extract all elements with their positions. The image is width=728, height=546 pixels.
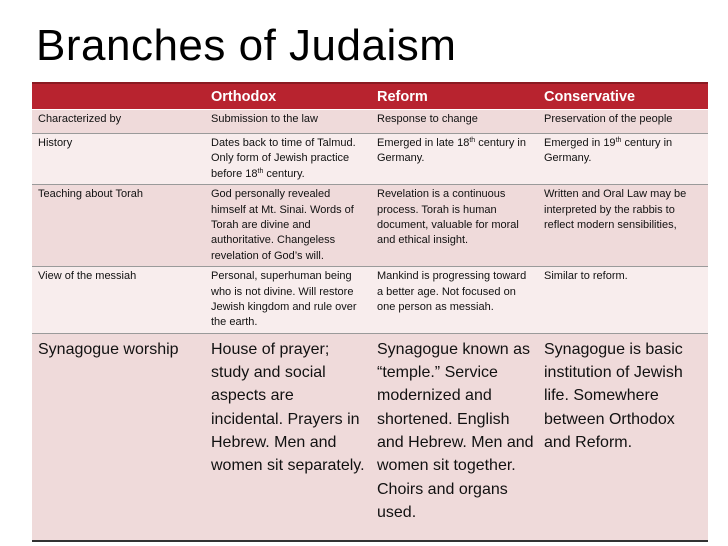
- cell-orthodox: Dates back to time of Talmud. Only form of Jewish practice before 18th century.: [205, 134, 371, 185]
- cell-orthodox: Personal, superhuman being who is not divine. Will restore Jewish kingdom and rule over the earth.: [205, 267, 371, 334]
- row-label: View of the messiah: [32, 267, 205, 334]
- row-label: Synagogue worship: [32, 333, 205, 541]
- cell-reform: Mankind is progressing toward a better age. Not focused on one person as messiah.: [371, 267, 538, 334]
- cell-conservative: Emerged in 19th century in Germany.: [538, 134, 708, 185]
- header-empty: [32, 83, 205, 110]
- cell-conservative: Similar to reform.: [538, 267, 708, 334]
- row-label: History: [32, 134, 205, 185]
- cell-conservative: Synagogue is basic institution of Jewish life. Somewhere between Orthodox and Reform.: [538, 333, 708, 541]
- cell-reform: Emerged in late 18th century in Germany.: [371, 134, 538, 185]
- table-row-history: [32, 134, 708, 185]
- branches-table: [32, 82, 708, 542]
- ordinal-suffix: th: [615, 137, 622, 144]
- cell-orthodox: God personally revealed himself at Mt. Sinai. Words of Torah are divine and authoritative. Changeless revelation of God’s will.: [205, 185, 371, 267]
- header-conservative: Conservative: [538, 83, 708, 110]
- header-orthodox: Orthodox: [205, 83, 371, 110]
- row-label: Teaching about Torah: [32, 185, 205, 267]
- row-label: Characterized by: [32, 110, 205, 134]
- slide-title: Branches of Judaism: [36, 21, 457, 70]
- table-row-characterized-by: [32, 110, 708, 134]
- cell-conservative: Written and Oral Law may be interpreted by the rabbis to reflect modern sensibilities,: [538, 185, 708, 267]
- cell-reform: Revelation is a continuous process. Torah is human document, valuable for moral and ethical insight.: [371, 185, 538, 267]
- cell-orthodox: Submission to the law: [205, 110, 371, 134]
- cell-conservative: Preservation of the people: [538, 110, 708, 134]
- table-row-teaching-about-torah: [32, 185, 708, 267]
- cell-orthodox: House of prayer; study and social aspects are incidental. Prayers in Hebrew. Men and women sit separately.: [205, 333, 371, 541]
- header-row: [32, 83, 708, 110]
- ordinal-suffix: th: [469, 137, 476, 144]
- cell-reform: Response to change: [371, 110, 538, 134]
- ordinal-suffix: th: [257, 167, 264, 175]
- table-row-synagogue-worship: [32, 333, 708, 541]
- header-reform: Reform: [371, 83, 538, 110]
- cell-reform: Synagogue known as “temple.” Service modernized and shortened. English and Hebrew. Men and women sit together. Choirs and organs used.: [371, 333, 538, 541]
- table-header: [32, 83, 708, 110]
- table-row-view-of-messiah: [32, 267, 708, 334]
